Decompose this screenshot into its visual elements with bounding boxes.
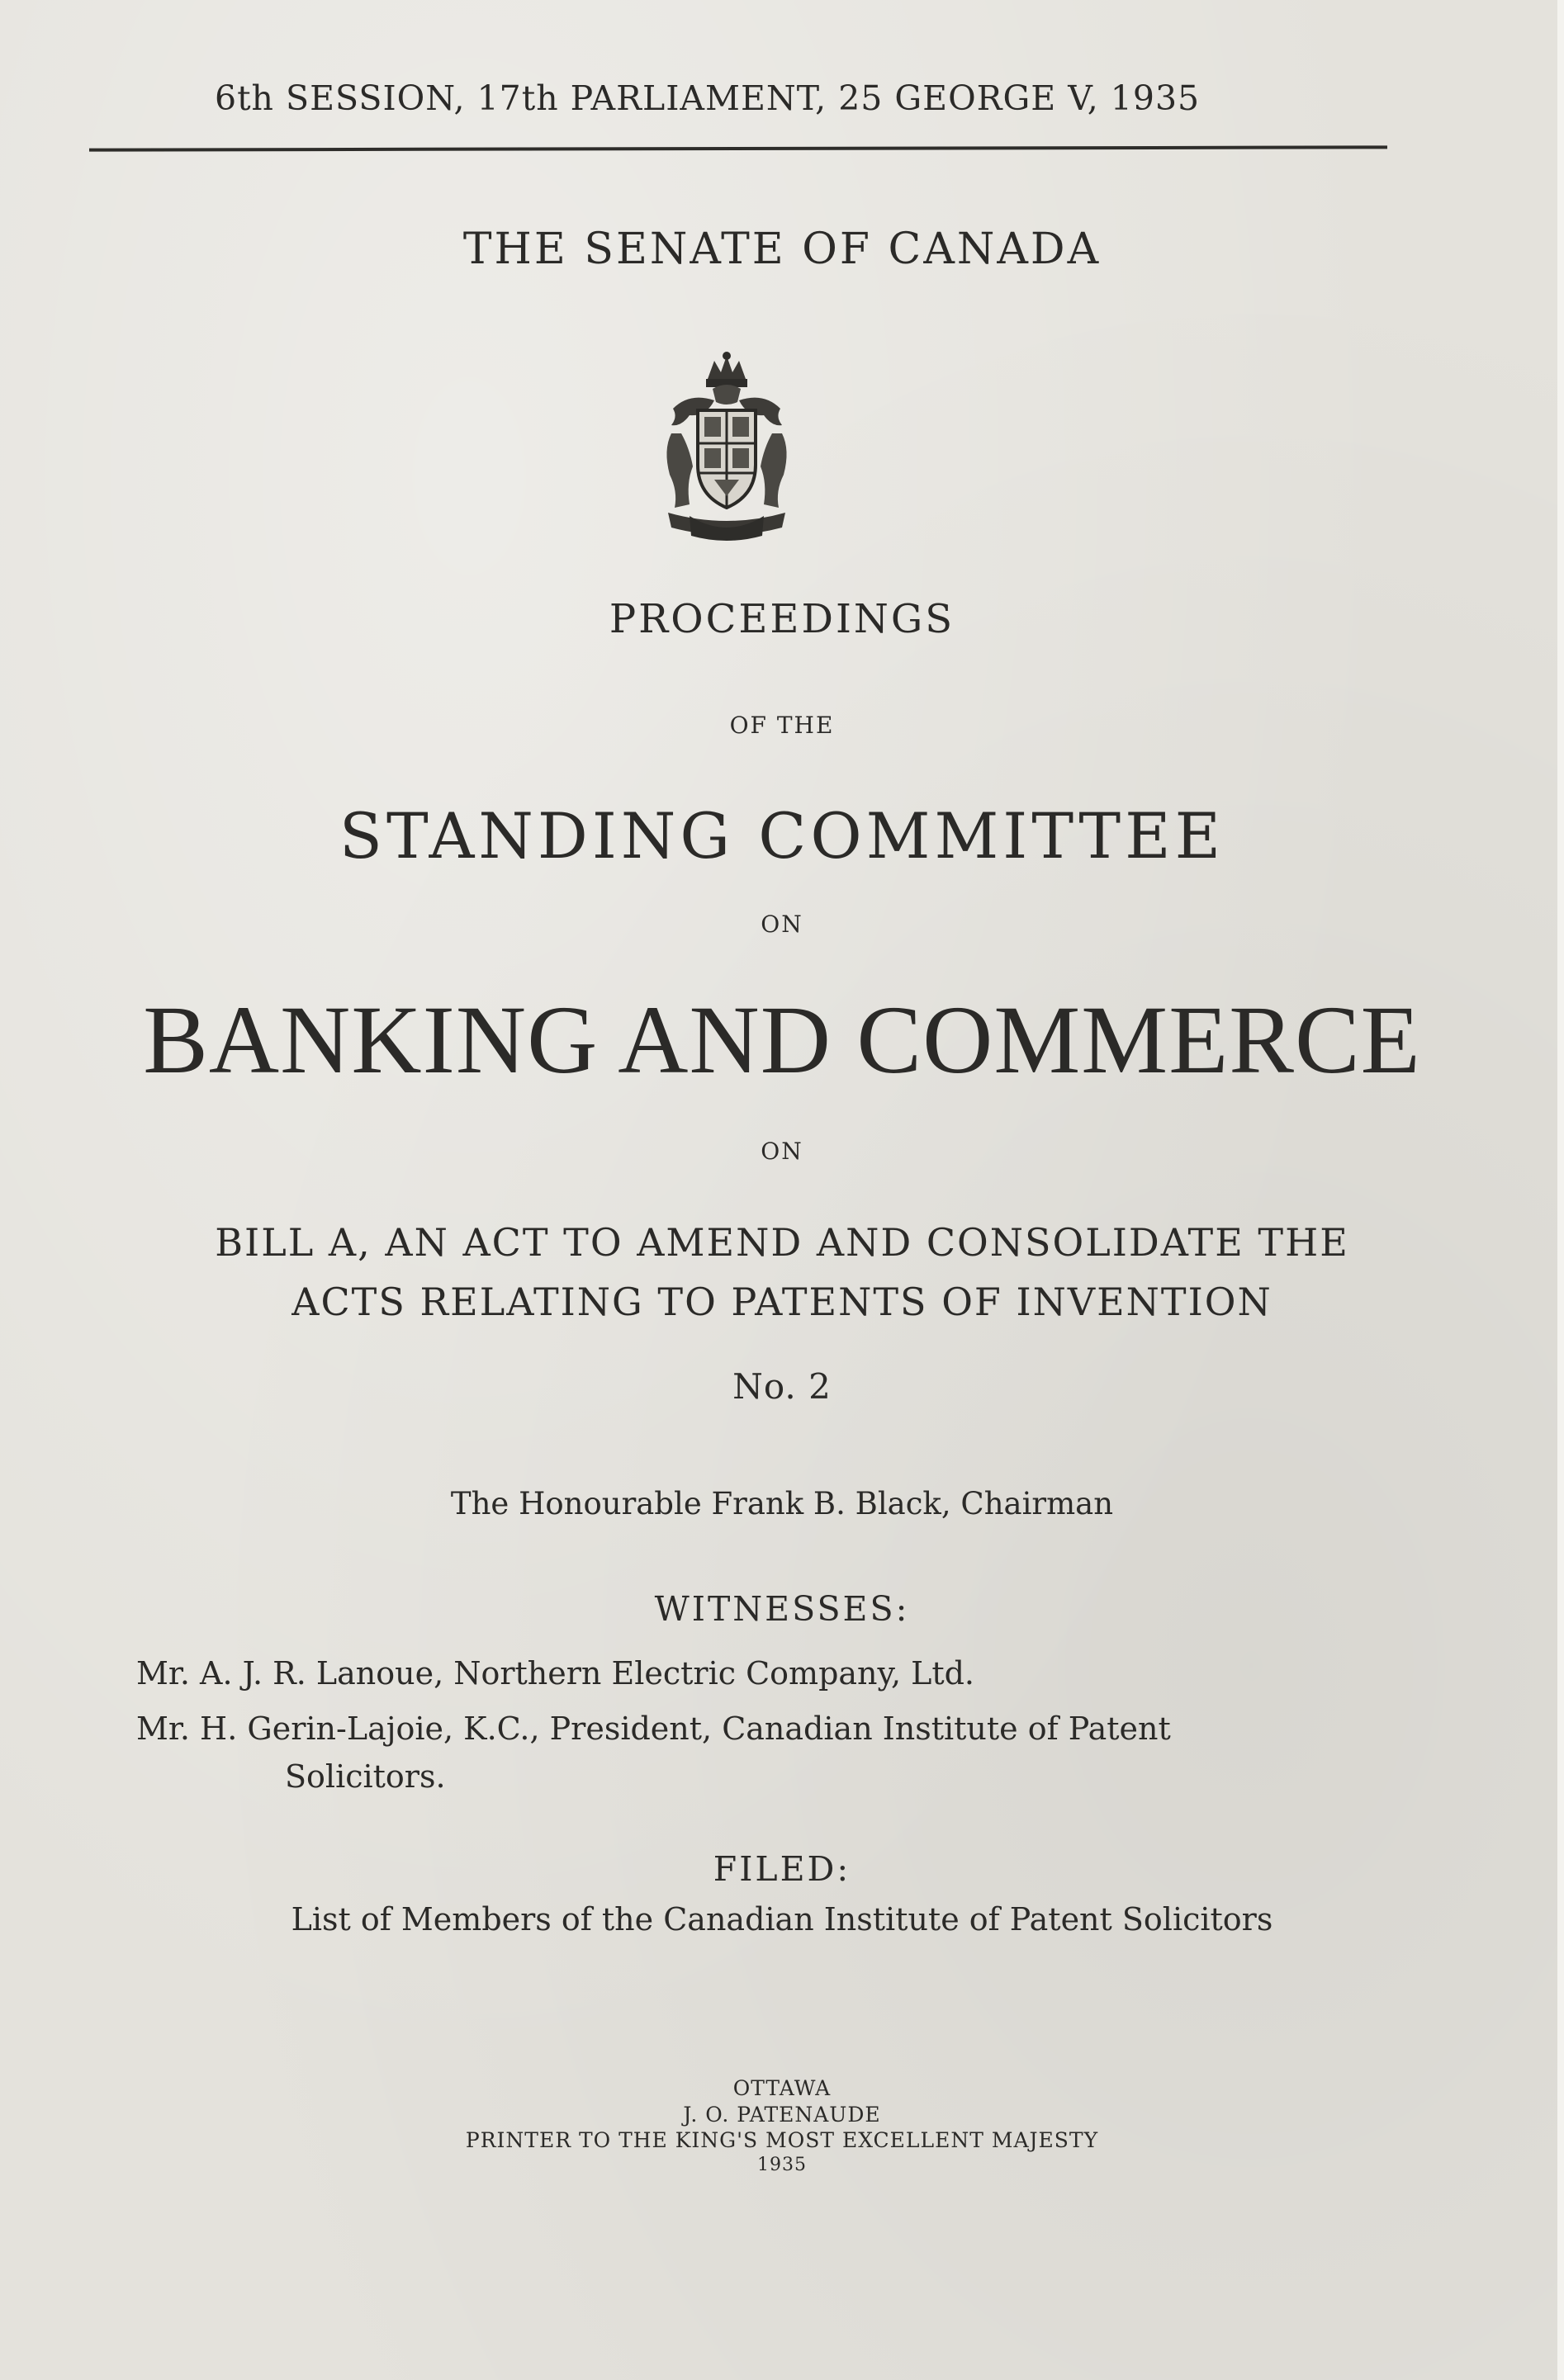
committee-heading: STANDING COMMITTEE — [339, 799, 1225, 873]
witness-entry: Mr. A. J. R. Lanoue, Northern Electric Company, Ltd. — [136, 1655, 975, 1692]
issue-number: No. 2 — [732, 1366, 832, 1407]
witnesses-heading: WITNESSES: — [654, 1589, 910, 1629]
imprint-city: OTTAWA — [732, 2076, 832, 2100]
of-the-text: OF THE — [729, 712, 835, 739]
page-edge — [1557, 0, 1564, 2380]
subject-heading: BANKING AND COMMERCE — [143, 986, 1421, 1094]
chairman-line: The Honourable Frank B. Black, Chairman — [450, 1486, 1114, 1521]
imprint-publisher: J. O. PATENAUDE — [683, 2103, 881, 2127]
on-text-2: ON — [761, 1138, 803, 1165]
on-text-1: ON — [761, 911, 803, 938]
imprint-printer: PRINTER TO THE KING'S MOST EXCELLENT MAJESTY — [465, 2128, 1099, 2152]
header-rule — [89, 145, 1387, 151]
session-header: 6th SESSION, 17th PARLIAMENT, 25 GEORGE V, 1935 — [215, 78, 1201, 118]
bill-title-line-1: BILL A, AN ACT TO AMEND AND CONSOLIDATE THE — [215, 1220, 1349, 1265]
imprint-year: 1935 — [757, 2155, 807, 2175]
proceedings-heading: PROCEEDINGS — [609, 596, 955, 642]
filed-item: List of Members of the Canadian Institute of Patent Solicitors — [291, 1901, 1273, 1938]
bill-title-line-2: ACTS RELATING TO PATENTS OF INVENTION — [291, 1280, 1273, 1324]
royal-coat-of-arms-icon — [656, 351, 797, 541]
senate-title: THE SENATE OF CANADA — [462, 225, 1102, 274]
witness-entry-continued: Solicitors. — [285, 1758, 446, 1795]
witness-entry: Mr. H. Gerin-Lajoie, K.C., President, Canadian Institute of Patent — [136, 1710, 1171, 1747]
filed-heading: FILED: — [713, 1849, 851, 1889]
